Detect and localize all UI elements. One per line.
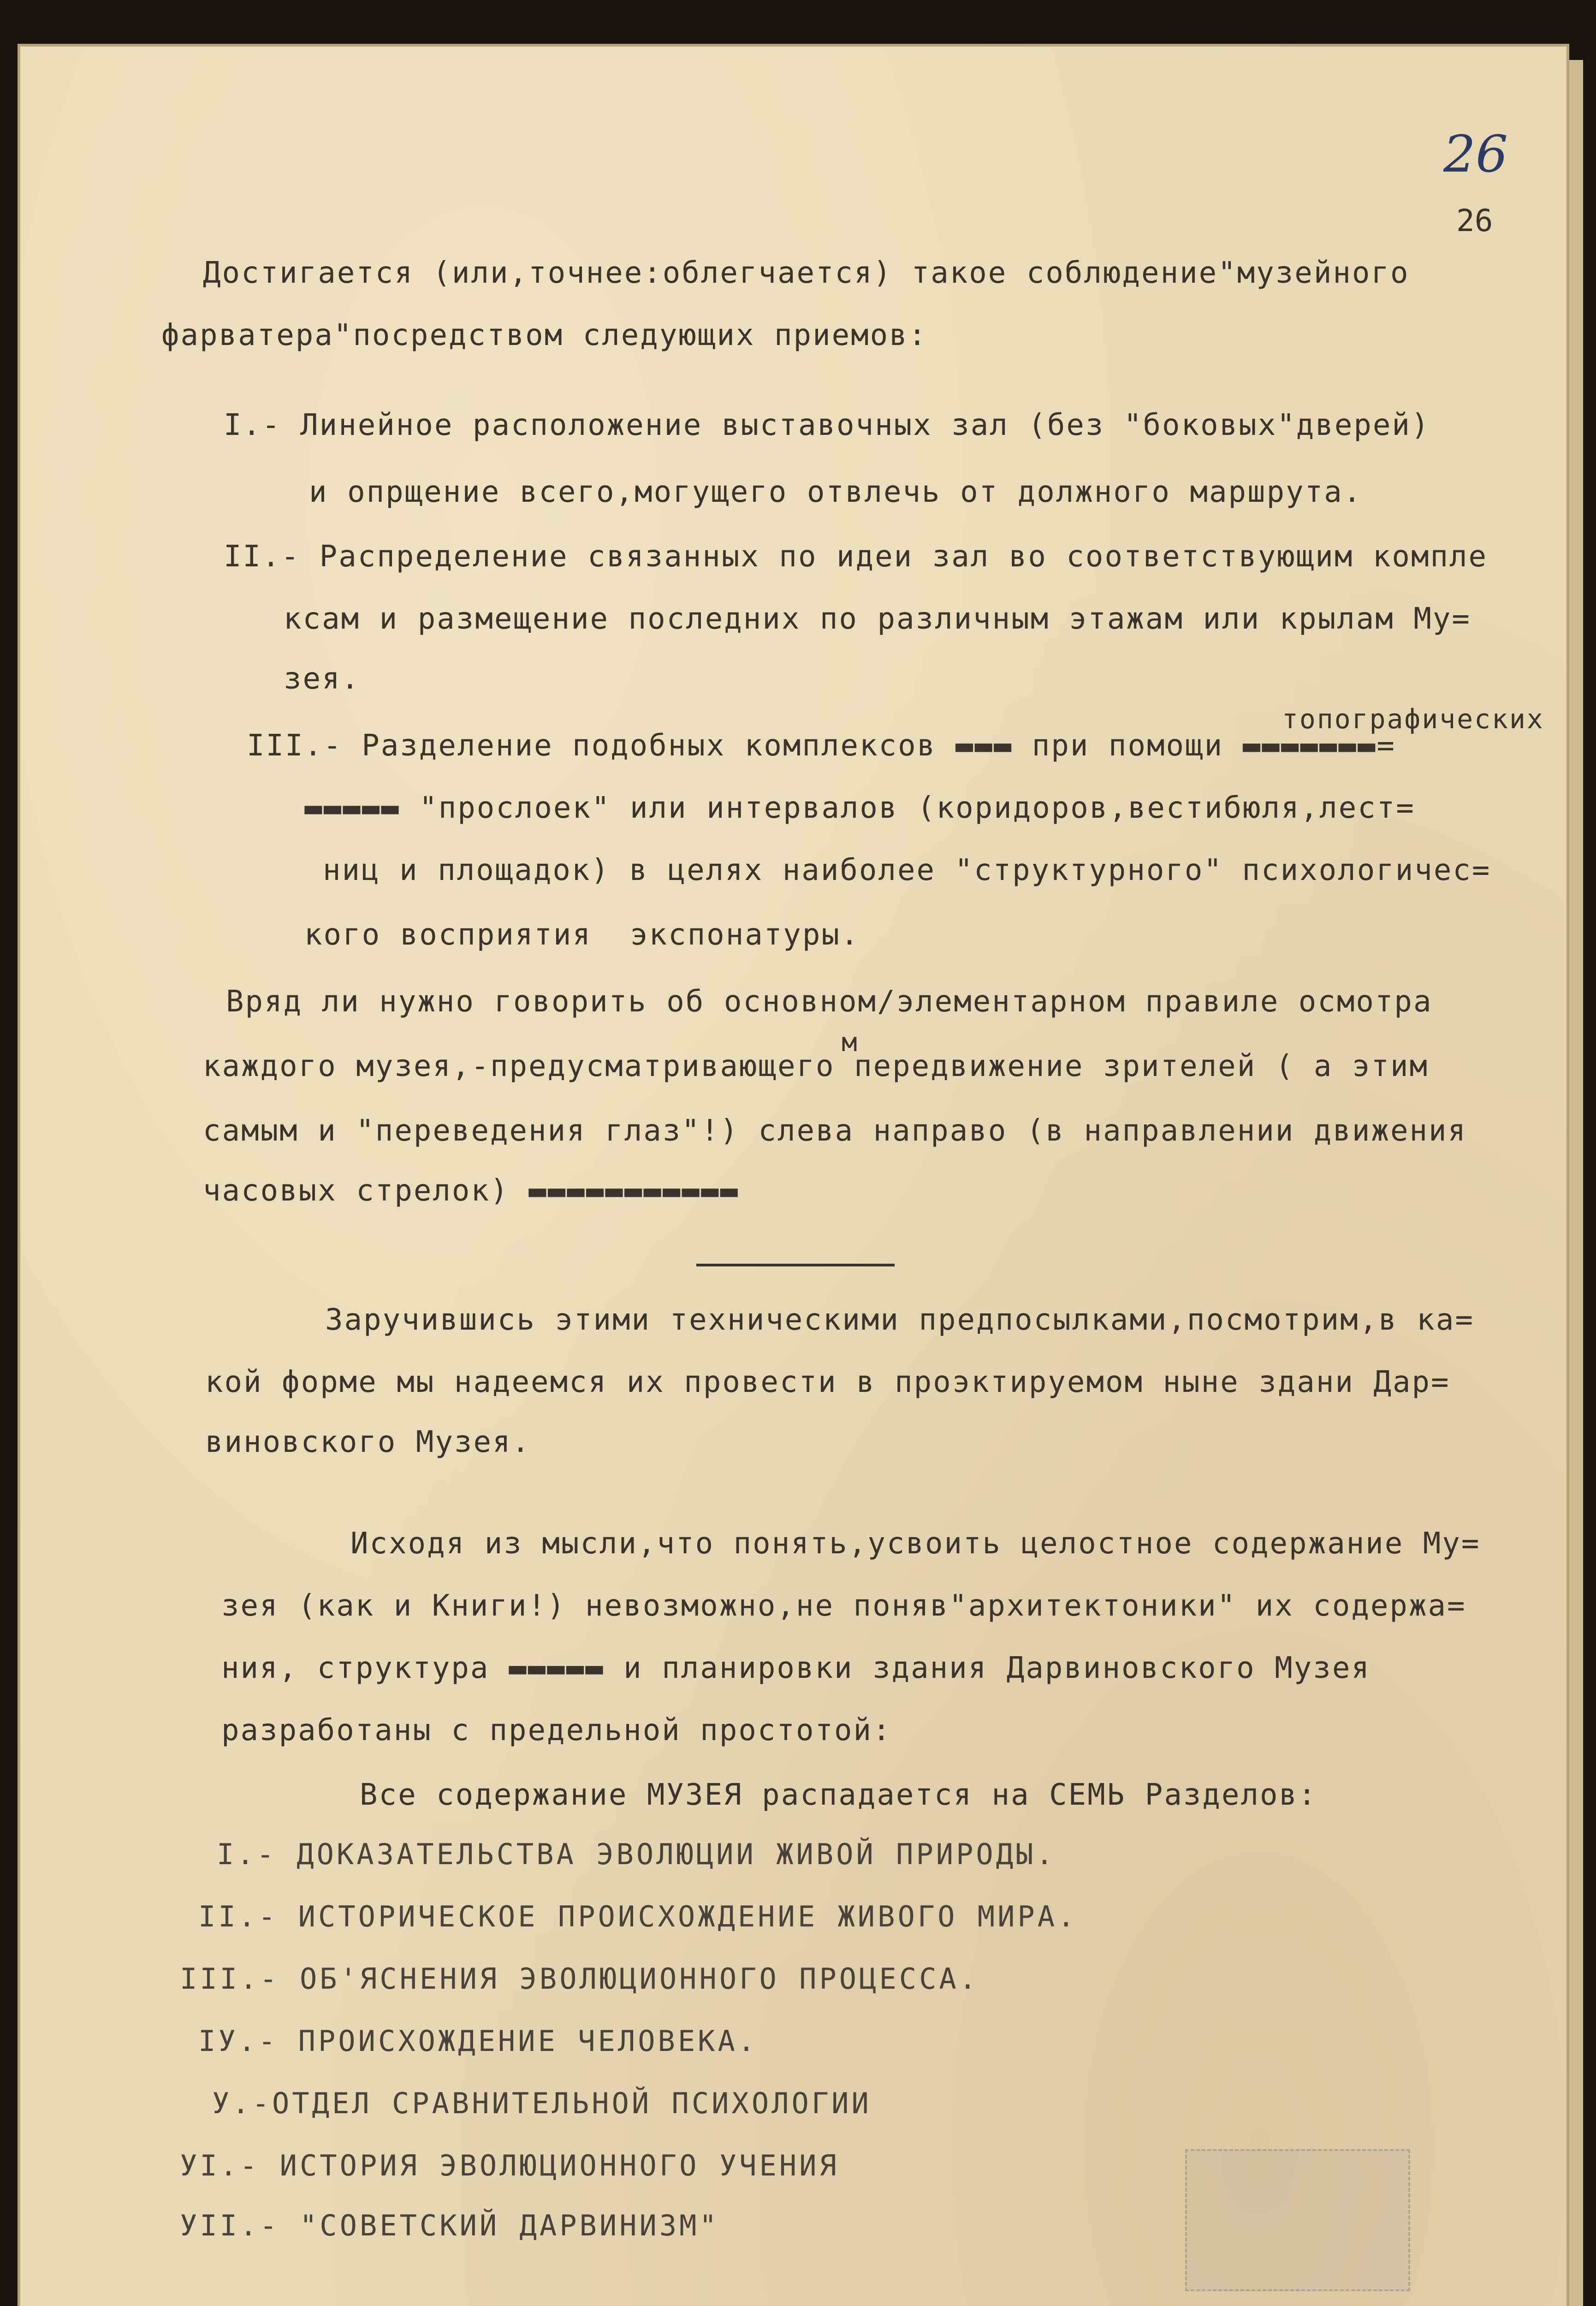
section-list-item: III.- ОБ'ЯСНЕНИЯ ЭВОЛЮЦИОННОГО ПРОЦЕССА. <box>180 1962 979 1996</box>
list-item-line: кого восприятия экспонатуры. <box>304 918 860 952</box>
list-item-line: ▬▬▬▬▬ "прослоек" или интервалов (коридоров,вестибюля,лест= <box>304 791 1415 825</box>
archive-stamp <box>1185 2149 1410 2291</box>
paragraph-line: Достигается (или,точнее:облегчается) такое соблюдение"музейного <box>203 256 1410 290</box>
sections-intro: Все содержание МУЗЕЯ распадается на СЕМЬ Разделов: <box>360 1778 1317 1812</box>
paragraph-line: самым и "переведения глаз"!) слева направо (в направлении движения <box>203 1114 1467 1148</box>
typed-page-number: 26 <box>1456 203 1493 238</box>
paragraph-line: каждого музея,-предусматривающего передвижение зрителей ( а этим <box>203 1049 1429 1083</box>
list-item-line: III.- Разделение подобных комплексов ▬▬▬ при помощи ▬▬▬▬▬▬▬= <box>247 729 1396 763</box>
interlinear-insertion: м <box>842 1028 857 1058</box>
paragraph-line: часовых стрелок) ▬▬▬▬▬▬▬▬▬▬▬ <box>203 1174 739 1208</box>
paragraph-line: зея (как и Книги!) невозможно,не поняв"архитектоники" их содержа= <box>221 1589 1466 1623</box>
interlinear-insertion: топографических <box>1282 703 1544 735</box>
list-item-line: II.- Распределение связанных по идеи зал во соответствующим компле <box>224 540 1488 574</box>
paragraph-line: Заручившись этими техническими предпосылками,посмотрим,в ка= <box>325 1303 1474 1337</box>
handwritten-page-number: 26 <box>1443 125 1508 184</box>
paragraph-line: ния, структура ▬▬▬▬▬ и планировки здания Дарвиновского Музея <box>221 1651 1371 1685</box>
paragraph-line: виновского Музея. <box>205 1425 531 1459</box>
paragraph-line: Вряд ли нужно говорить об основном/элементарном правиле осмотра <box>226 985 1433 1019</box>
page-edge <box>1569 60 1583 2306</box>
section-list-item: II.- ИСТОРИЧЕСКОЕ ПРОИСХОЖДЕНИЕ ЖИВОГО МИРА. <box>198 1900 1078 1933</box>
list-item-line: ниц и площадок) в целях наиболее "структурного" психологичес= <box>323 853 1491 887</box>
paragraph-line: фарватера"посредством следующих приемов: <box>161 318 928 352</box>
list-item-line: и опрщение всего,могущего отвлечь от должного маршрута. <box>309 475 1363 509</box>
section-list-item: У.-ОТДЕЛ СРАВНИТЕЛЬНОЙ ПСИХОЛОГИИ <box>212 2086 872 2120</box>
list-item-line: I.- Линейное расположение выставочных зал (без "боковых"дверей) <box>224 408 1430 442</box>
section-list-item: IУ.- ПРОИСХОЖДЕНИЕ ЧЕЛОВЕКА. <box>198 2024 758 2058</box>
section-list-item: УII.- "СОВЕТСКИЙ ДАРВИНИЗМ" <box>180 2209 719 2242</box>
paragraph-line: разработаны с предельной простотой: <box>221 1713 892 1747</box>
list-item-line: ксам и размещение последних по различным этажам или крылам Му= <box>284 602 1471 636</box>
paragraph-line: кой форме мы надеемся их провести в проэктируемом ныне здани Дар= <box>205 1365 1450 1399</box>
section-list-item: УI.- ИСТОРИЯ ЭВОЛЮЦИОННОГО УЧЕНИЯ <box>180 2149 839 2182</box>
section-divider <box>696 1264 895 1266</box>
section-list-item: I.- ДОКАЗАТЕЛЬСТВА ЭВОЛЮЦИИ ЖИВОЙ ПРИРОДЫ. <box>217 1837 1056 1871</box>
list-item-line: зея. <box>284 662 361 696</box>
paragraph-line: Исходя из мысли,что понять,усвоить целостное содержание Му= <box>350 1527 1481 1561</box>
